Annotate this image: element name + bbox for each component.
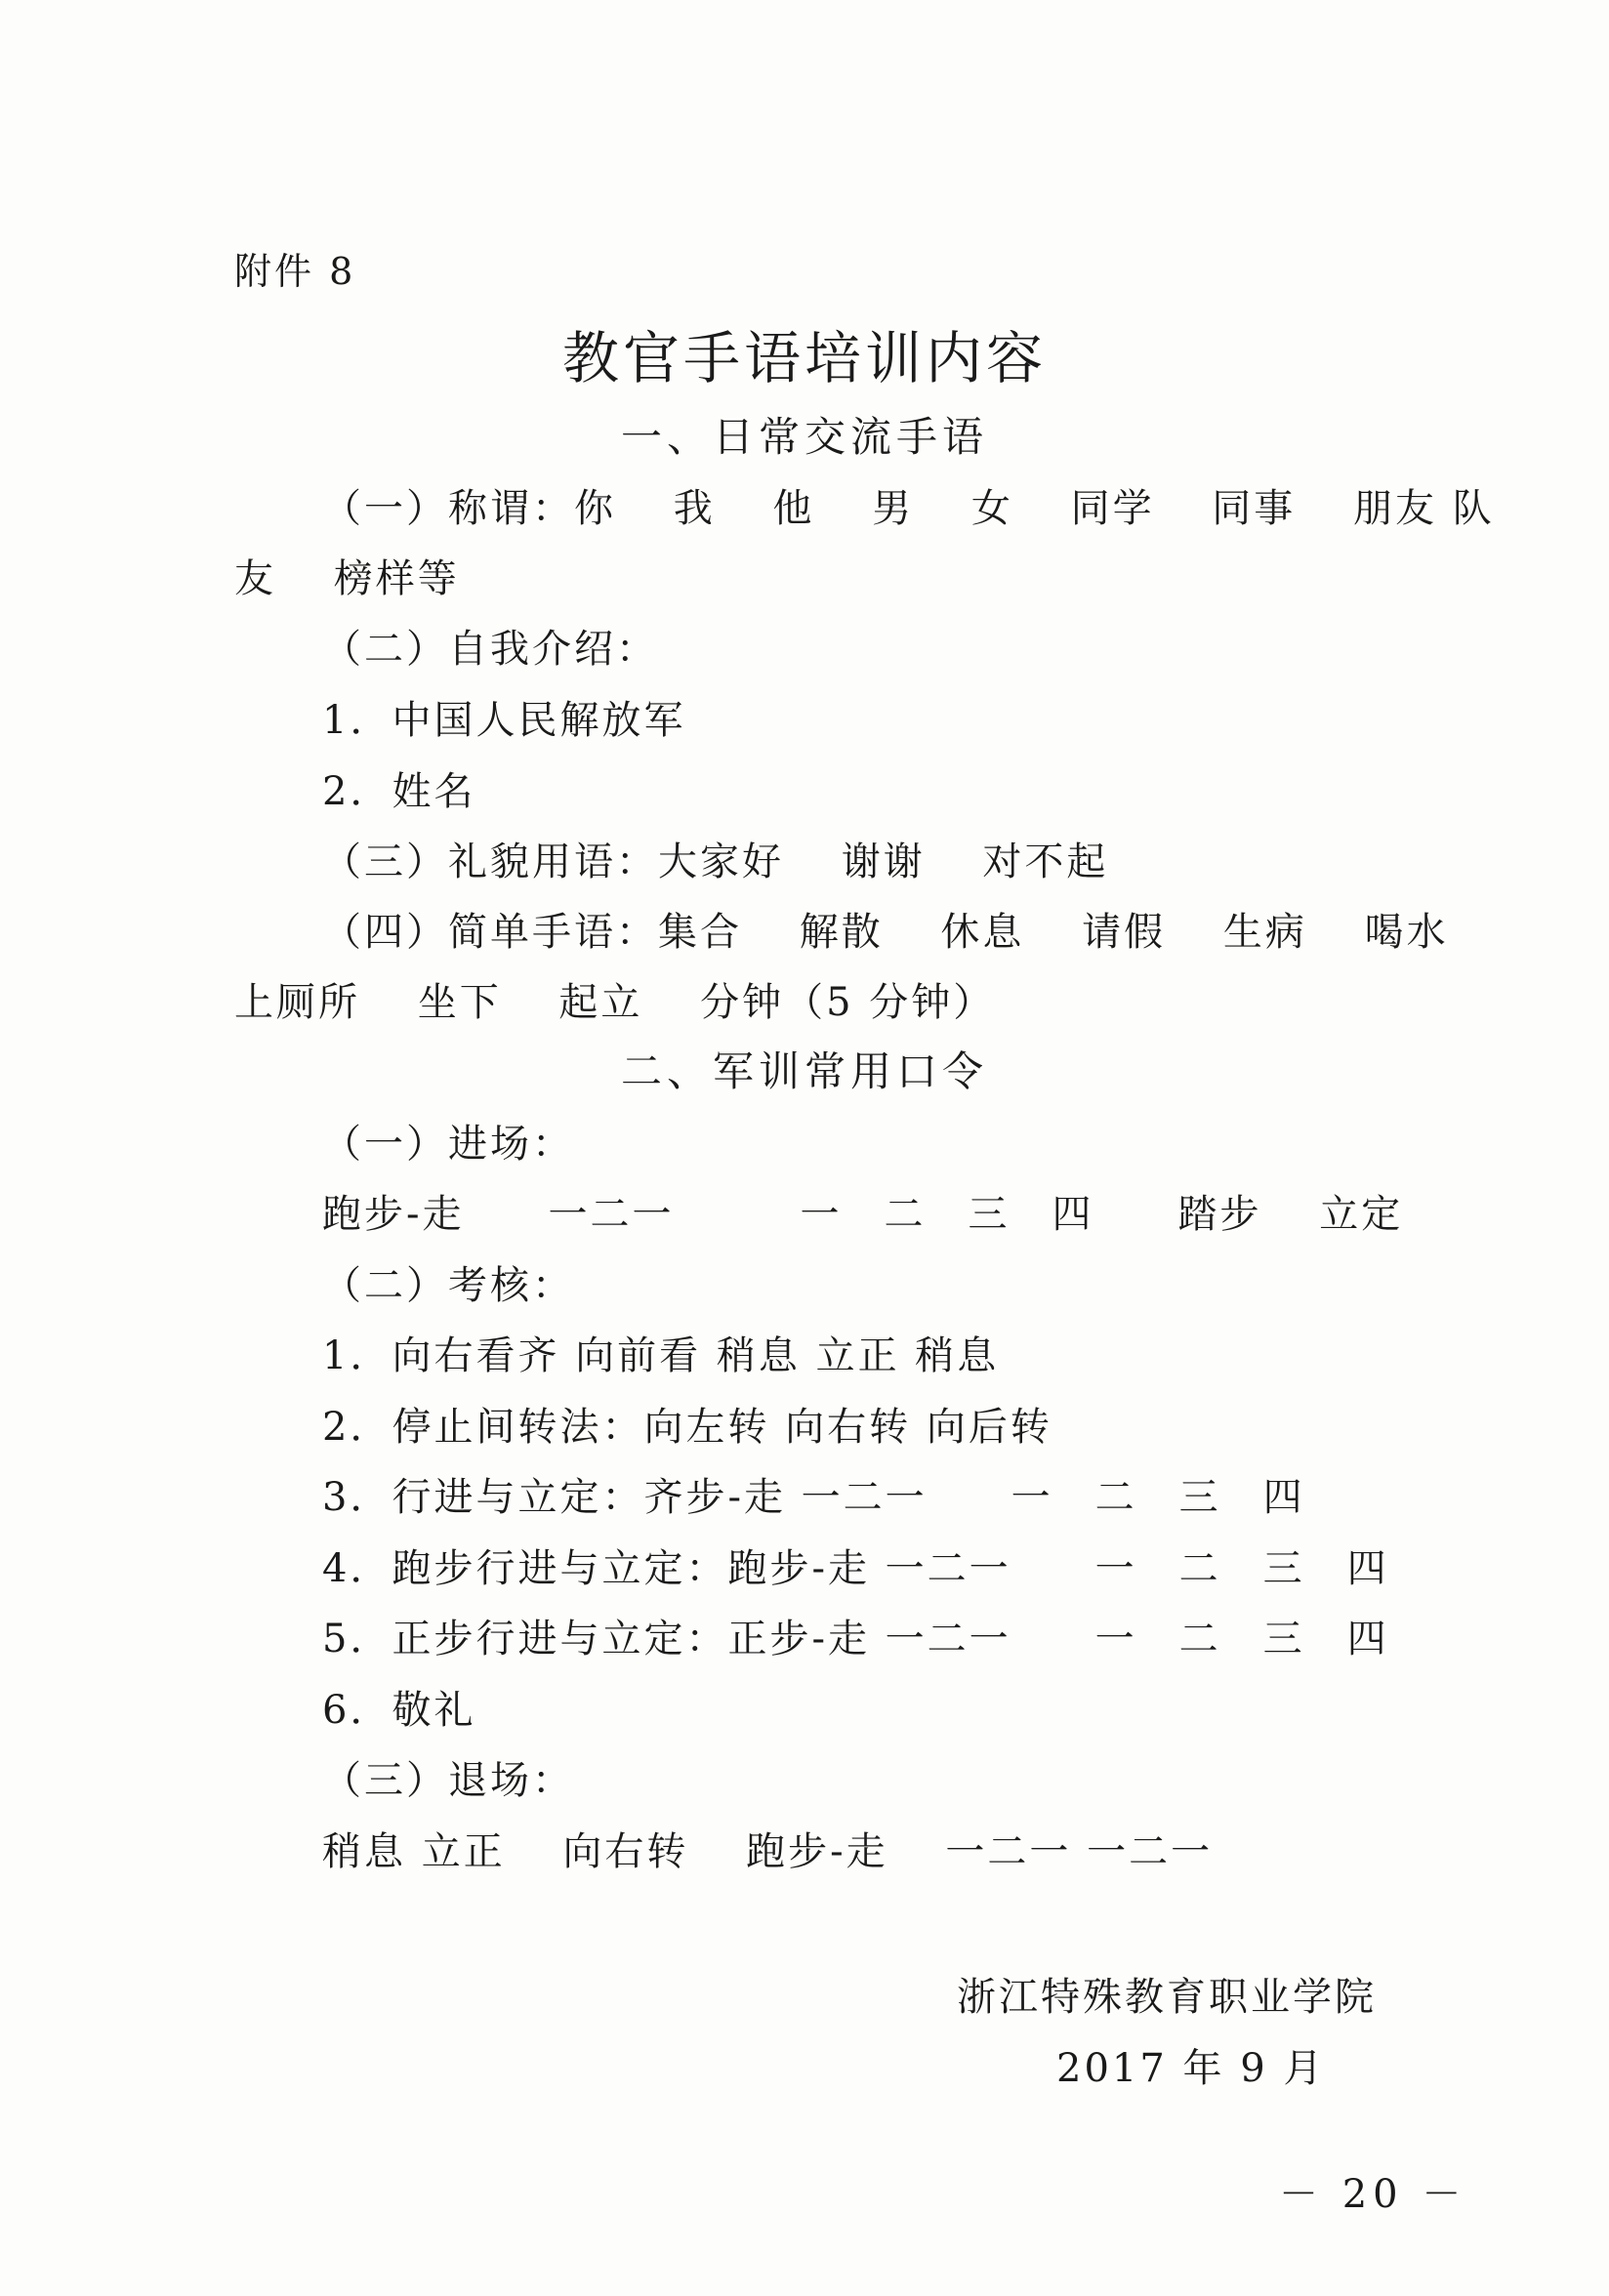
list-item-assess-5: 5．正步行进与立定：正步-走 一二一 一 二 三 四: [322, 1617, 1389, 1661]
paragraph-entry-commands: 跑步-走 一二一 一 二 三 四 踏步 立定: [322, 1192, 1404, 1237]
attachment-label: 附件 8: [234, 250, 356, 293]
paragraph-polite-expressions: （三）礼貌用语：大家好 谢谢 对不起: [322, 840, 1109, 884]
issue-date: 2017 年 9 月: [1056, 2046, 1326, 2091]
paragraph-simple-signs: （四）简单手语：集合 解散 休息 请假 生病 喝水: [322, 910, 1449, 955]
list-item-assess-1: 1．向右看齐 向前看 稍息 立正 稍息: [322, 1333, 1000, 1378]
list-item-assess-4: 4．跑步行进与立定：跑步-走 一二一 一 二 三 四: [322, 1546, 1389, 1591]
list-item-assess-2: 2．停止间转法：向左转 向右转 向后转: [322, 1405, 1052, 1450]
paragraph-forms-of-address: （一）称谓：你 我 他 男 女 同学 同事 朋友 队: [322, 486, 1495, 531]
list-item-assess-6: 6．敬礼: [322, 1688, 476, 1733]
page-number: － 20 －: [1279, 2172, 1467, 2217]
paragraph-assessment-title: （二）考核：: [322, 1263, 574, 1308]
paragraph-forms-of-address-continued: 友 榜样等: [234, 556, 460, 601]
paragraph-exit-commands: 稍息 立正 向右转 跑步-走 一二一 一二一: [322, 1829, 1214, 1874]
paragraph-exit-title: （三）退场：: [322, 1758, 574, 1803]
paragraph-simple-signs-continued: 上厕所 坐下 起立 分钟（5 分钟）: [234, 980, 996, 1025]
issuing-organization: 浙江特殊教育职业学院: [957, 1975, 1377, 2020]
list-item-pla: 1．中国人民解放军: [322, 698, 686, 743]
list-item-name: 2．姓名: [322, 769, 476, 814]
section-heading-military-commands: 二、军训常用口令: [620, 1047, 988, 1095]
document-title: 教官手语培训内容: [561, 325, 1047, 391]
list-item-assess-3: 3．行进与立定：齐步-走 一二一 一 二 三 四: [322, 1475, 1305, 1520]
paragraph-self-introduction: （二）自我介绍：: [322, 627, 658, 672]
section-heading-daily-sign-language: 一、日常交流手语: [620, 413, 988, 461]
paragraph-entry-title: （一）进场：: [322, 1122, 574, 1167]
